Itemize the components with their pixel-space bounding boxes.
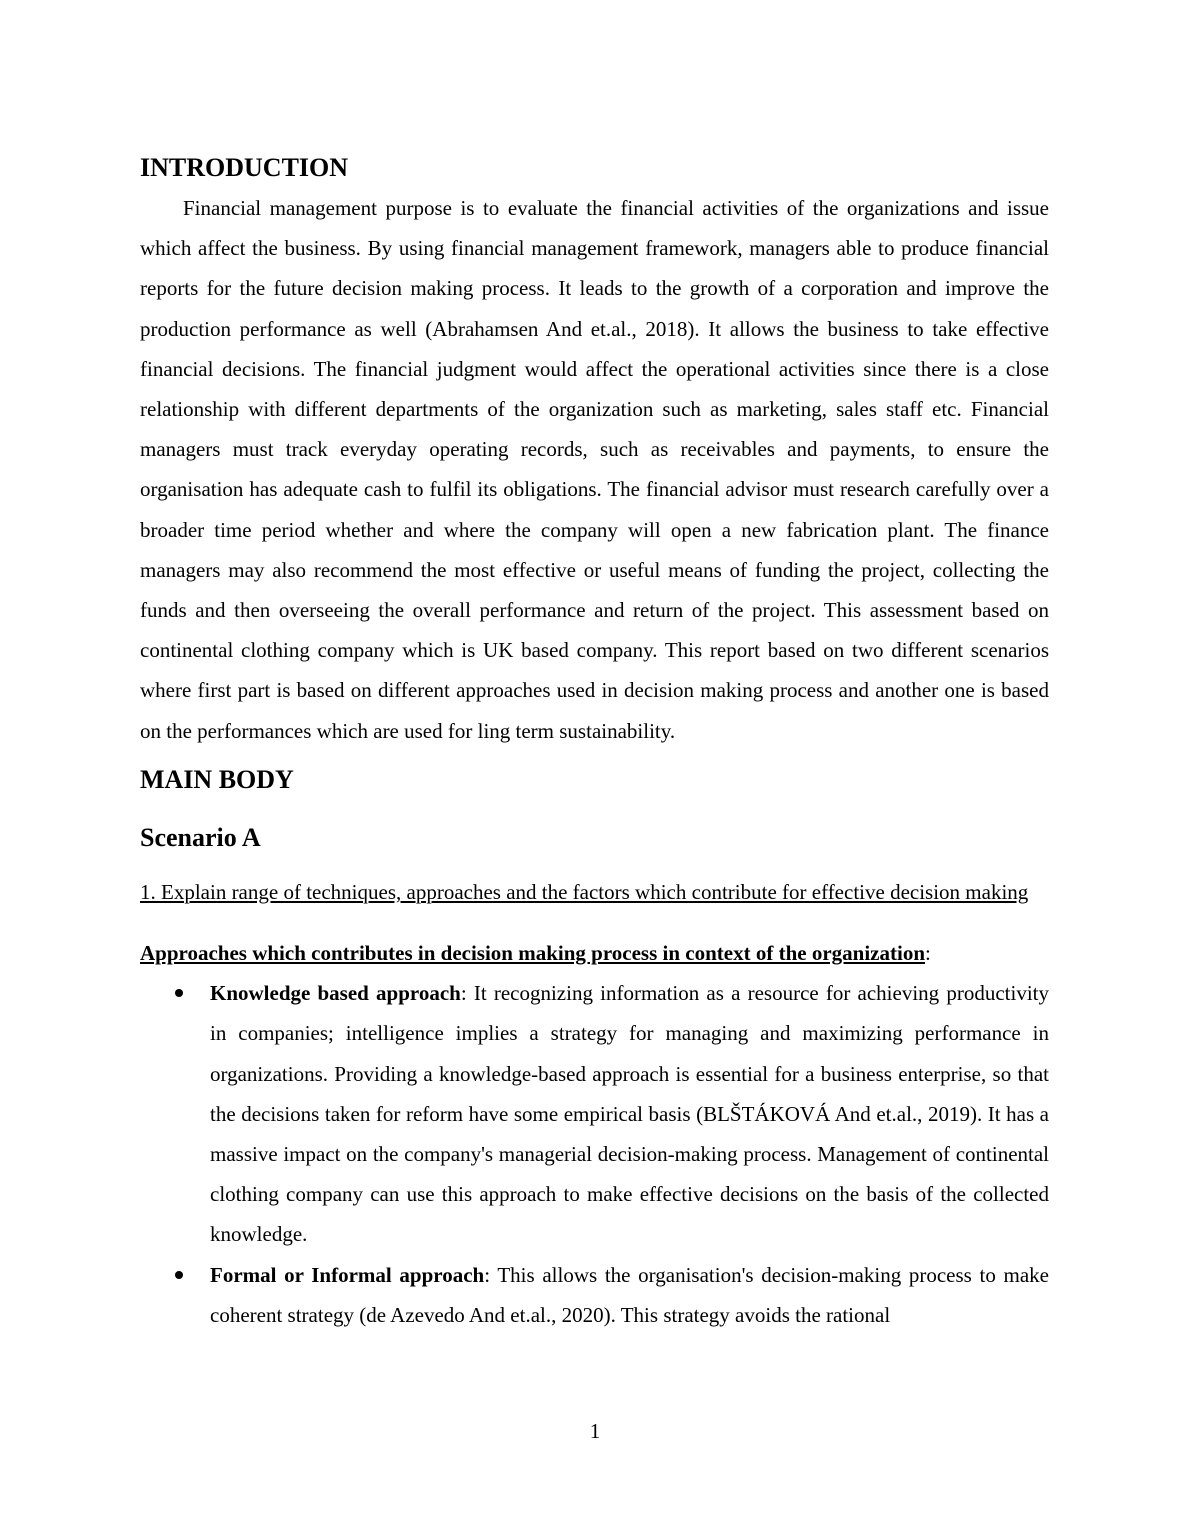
list-item (140, 1255, 1049, 1335)
bullet-text: : It recognizing information as a resource for achieving productivity in companies; intelligence implies a strategy for managing and maximizing performance in organizations. Providing a knowledge-based approach is essential for a business enterprise, so that the decisions taken for reform have some empirical basis (BLŠTÁKOVÁ And et.al., 2019). It has a massive impact on the company's managerial decision-making process. Management of continental clothing company can use this approach to make effective decisions on the basis of the collected knowledge. (210, 981, 1049, 1247)
approaches-heading (140, 933, 1049, 973)
question-1: 1. Explain range of techniques, approaches and the factors which contribute for effective decision making (140, 879, 1029, 904)
list-item (140, 973, 1049, 1254)
introduction-paragraph: Financial management purpose is to evaluate the financial activities of the organizations and issue which affect the business. By using financial management framework, managers able to produce financial reports for the future decision making process. It leads to the growth of a corporation and improve the production performance as well (Abrahamsen And et.al., 2018). It allows the business to take effective financial decisions. The financial judgment would affect the operational activities since there is a close relationship with different departments of the organization such as marketing, sales staff etc. Financial managers must track everyday operating records, such as receivables and payments, to ensure the organisation has adequate cash to fulfil its obligations. The financial advisor must research carefully over a broader time period whether and where the company will open a new fabrication plant. The finance managers may also recommend the most effective or useful means of funding the project, collecting the funds and then overseeing the overall performance and return of the project. This assessment based on continental clothing company which is UK based company. This report based on two different scenarios where first part is based on different approaches used in decision making process and another one is based on the performances which are used for ling term sustainability. (140, 196, 1049, 743)
bullet-icon (175, 989, 183, 997)
approaches-list (140, 973, 1049, 1335)
main-body-heading: MAIN BODY (140, 764, 294, 794)
page-number: 1 (589, 1419, 601, 1443)
approaches-heading-suffix: : (925, 941, 931, 966)
scenario-a-heading: Scenario A (140, 822, 261, 852)
bullet-term: Formal or Informal approach (210, 1262, 485, 1287)
bullet-icon (175, 1271, 183, 1279)
approaches-heading-text: Approaches which contributes in decision making process in context of the organization (140, 941, 925, 966)
introduction-heading: INTRODUCTION (140, 153, 349, 182)
bullet-text: : This allows the organisation's decision-making process to make coherent strategy (de Azevedo And et.al., 2020). This strategy avoids the rational (210, 1262, 1049, 1327)
bullet-term: Knowledge based approach (210, 981, 461, 1006)
document-page (140, 148, 1049, 1335)
